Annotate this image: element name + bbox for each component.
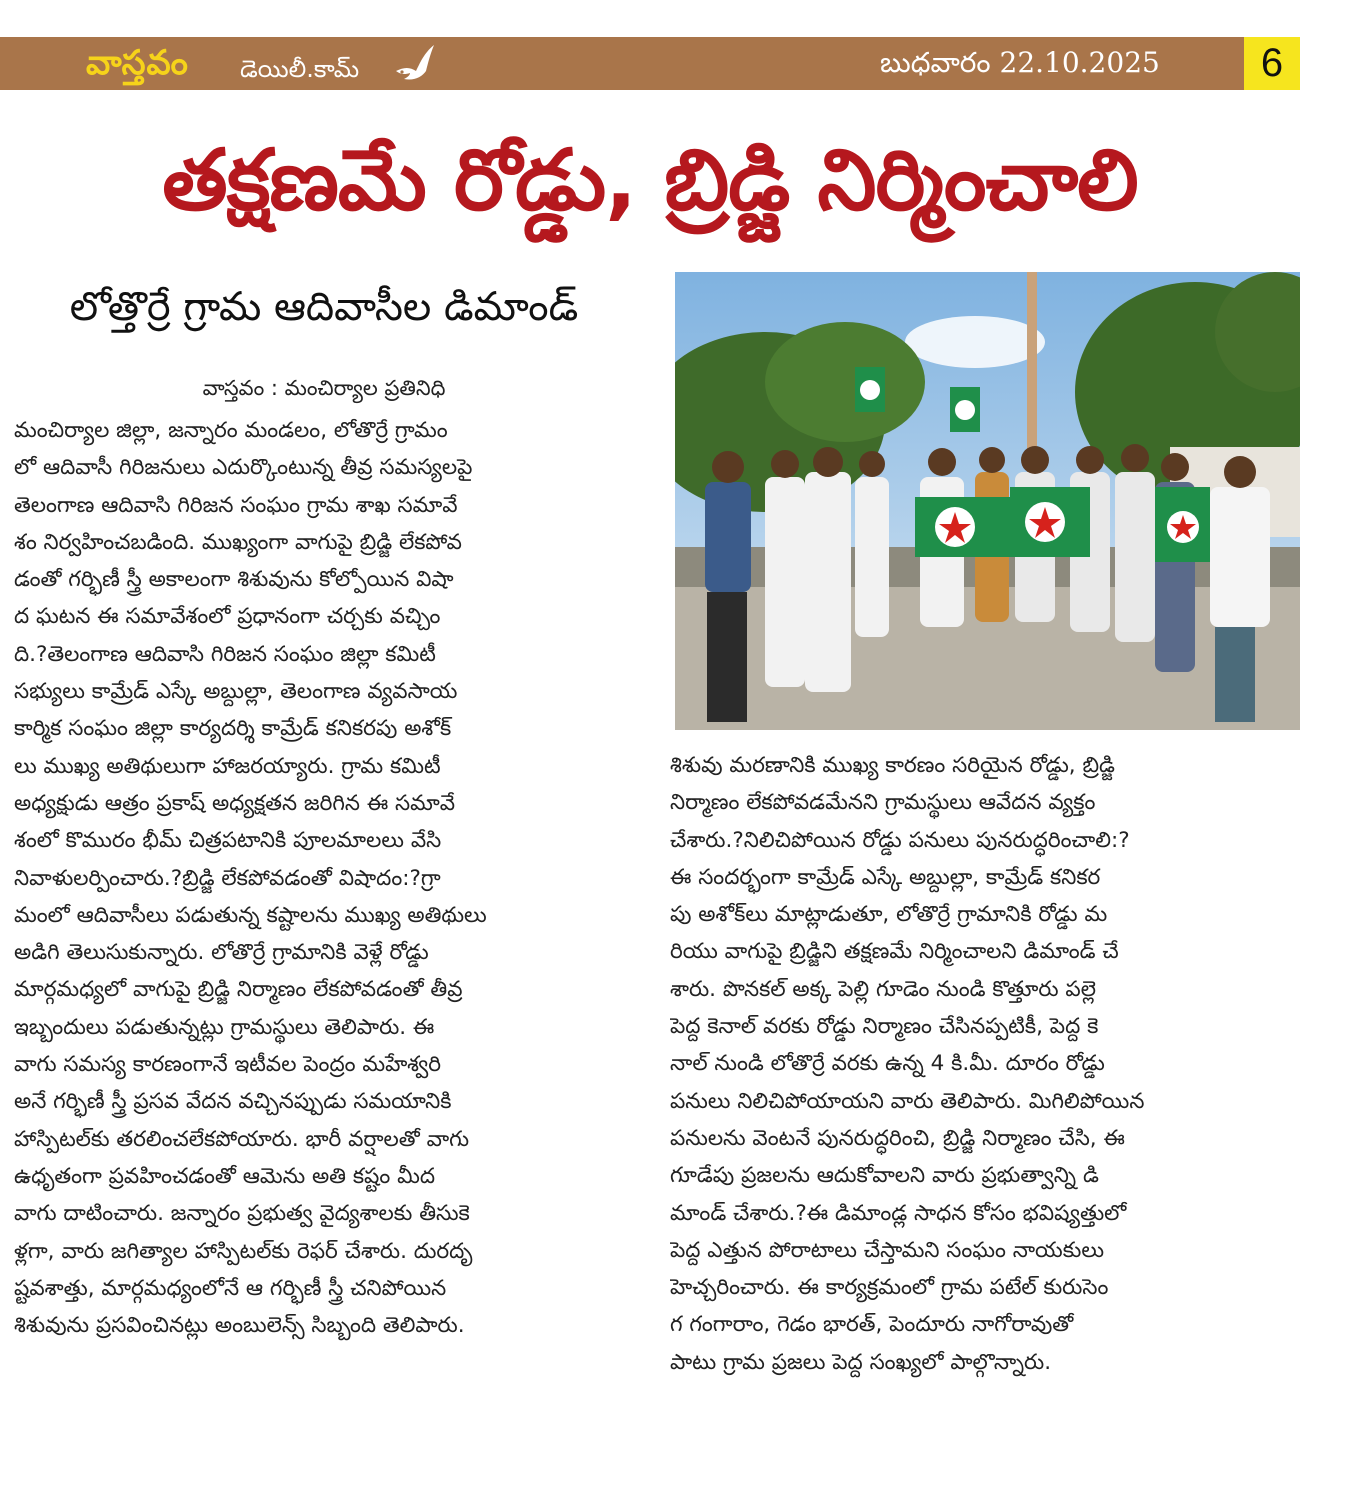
article-text-line: అధ్యక్షుడు ఆత్రం ప్రకాష్ అధ్యక్షతన జరిగిన ఈ సమావే — [14, 790, 456, 816]
article-text-line: ద ఘటన ఈ సమావేశంలో ప్రధానంగా చర్చకు వచ్చిం — [14, 604, 441, 630]
article-text-line: శంలో కొమురం భీమ్ చిత్రపటానికి పూలమాలలు వేసి — [14, 828, 442, 854]
article-text-line: శారు. పొనకల్ అక్క పెల్లి గూడెం నుండి కొత్తూరు పల్లె — [670, 976, 1096, 1002]
article-text-line: పెద్ద ఎత్తున పోరాటాలు చేస్తామని సంఘం నాయకులు — [670, 1237, 1105, 1263]
article-text-line: శం నిర్వహించబడింది. ముఖ్యంగా వాగుపై బ్రిడ్జి లేకపోవ — [14, 529, 462, 555]
article-text-line: కార్మిక సంఘం జిల్లా కార్యదర్శి కామ్రేడ్ కనికరపు అశోక్ — [14, 716, 452, 742]
article-text-line: పనులను వెంటనే పునరుద్ధరించి, బ్రిడ్జి నిర్మాణం చేసి, ఈ — [670, 1125, 1125, 1151]
article-text-line: నివాళులర్పించారు.?బ్రిడ్జి లేకపోవడంతో విషాదం:?గ్రా — [14, 865, 441, 891]
article-text-line: పు అశోక్‌లు మాట్లాడుతూ, లోతొర్రే గ్రామానికి రోడ్డు మ — [670, 902, 1108, 928]
article-text-line: అడిగి తెలుసుకున్నారు. లోతొర్రే గ్రామానికి వెళ్లే రోడ్డు — [14, 940, 429, 966]
newspaper-site: డెయిలీ.కామ్ — [240, 55, 360, 83]
article-text-line: అనే గర్భిణీ స్త్రీ ప్రసవ వేదన వచ్చినప్పుడు సమయానికి — [14, 1089, 452, 1115]
article-headline: తక్షణమే రోడ్డు, బ్రిడ్జి నిర్మించాలి — [162, 131, 1138, 229]
article-text-line: మంచిర్యాల జిల్లా, జన్నారం మండలం, లోతొర్రే గ్రామం — [14, 418, 448, 443]
issue-date: బుధవారం 22.10.2025 — [880, 46, 1160, 79]
article-right-column — [670, 747, 1290, 1381]
article-text-line: ది.?తెలంగాణ ఆదివాసి గిరిజన సంఘం జిల్లా కమిటీ — [14, 641, 436, 667]
article-text-line: నాల్ నుండి లోతొర్రే వరకు ఉన్న 4 కి.మీ. దూరం రోడ్డు — [670, 1051, 1105, 1077]
article-text-line: మార్గమధ్యలో వాగుపై బ్రిడ్జి నిర్మాణం లేకపోవడంతో తీవ్ర — [14, 977, 463, 1003]
article-text-line: హెచ్చరించారు. ఈ కార్యక్రమంలో గ్రామ పటేల్ కురుసెం — [670, 1275, 1109, 1301]
article-text-line: పనులు నిలిచిపోయాయని వారు తెలిపారు. మిగిలిపోయిన — [670, 1088, 1145, 1114]
article-text-line: ఇబ్బందులు పడుతున్నట్లు గ్రామస్థులు తెలిపారు. ఈ — [14, 1014, 435, 1040]
article-text-line: శిశువు మరణానికి ముఖ్య కారణం సరియైన రోడ్డు, బ్రిడ్జి — [670, 753, 1115, 778]
article-text-line: గ గంగారాం, గెడం భారత్, పెందూరు నాగోరావుతో — [670, 1312, 1074, 1338]
article-text-line: ష్టవశాత్తు, మార్గమధ్యంలోనే ఆ గర్భిణీ స్త్రీ చనిపోయిన — [14, 1275, 447, 1301]
masthead-bar — [0, 37, 1300, 90]
article-text-line: పెద్ద కెనాల్ వరకు రోడ్డు నిర్మాణం చేసినప్పటికీ, పెద్ద కె — [670, 1014, 1099, 1040]
article-text-line: గూడేపు ప్రజలను ఆదుకోవాలని వారు ప్రభుత్వాన్ని డి — [670, 1163, 1099, 1189]
article-text-line: లు ముఖ్య అతిథులుగా హాజరయ్యారు. గ్రామ కమిటీ — [14, 753, 441, 779]
article-text-line: ళ్లగా, వారు జగిత్యాల హాస్పిటల్‌కు రెఫర్ చేశారు. దురదృ — [14, 1238, 473, 1264]
article-text-line: రియు వాగుపై బ్రిడ్జిని తక్షణమే నిర్మించాలని డిమాండ్ చే — [670, 939, 1119, 965]
news-photo — [675, 272, 1300, 730]
article-text-line: ఉధృతంగా ప్రవహించడంతో ఆమెను అతి కష్టం మీద — [14, 1163, 436, 1189]
article-text-line: శిశువును ప్రసవించినట్లు అంబులెన్స్ సిబ్బంది తెలిపారు. — [14, 1313, 465, 1339]
page-number: 6 — [1244, 37, 1300, 90]
article-text-line: వాగు దాటించారు. జన్నారం ప్రభుత్వ వైద్యశాలకు తీసుకె — [14, 1201, 470, 1227]
article-text-line: సభ్యులు కామ్రేడ్ ఎస్కే అబ్దుల్లా, తెలంగాణ వ్యవసాయ — [14, 679, 458, 705]
article-byline: వాస్తవం : మంచిర్యాల ప్రతినిధి — [202, 376, 446, 400]
newspaper-brand: వాస్తవం — [86, 43, 189, 83]
article-text-line: హాస్పిటల్‌కు తరలించలేకపోయారు. భారీ వర్షాలతో వాగు — [14, 1126, 470, 1152]
group-photo-illustration — [675, 272, 1300, 730]
article-subheadline: లోత్తొర్రే గ్రామ ఆదివాసీల డిమాండ్ — [69, 284, 579, 330]
article-text-line: మాండ్ చేశారు.?ఈ డిమాండ్ల సాధన కోసం భవిష్యత్తులో — [670, 1200, 1127, 1226]
article-text-line: ఈ సందర్భంగా కామ్రేడ్ ఎస్కే అబ్దుల్లా, కామ్రేడ్ కనికర — [670, 864, 1101, 890]
article-text-line: తెలంగాణ ఆదివాసి గిరిజన సంఘం గ్రామ శాఖ సమావే — [14, 492, 458, 518]
article-text-line: లో ఆదివాసీ గిరిజనులు ఎదుర్కొంటున్న తీవ్ర సమస్యలపై — [14, 455, 473, 481]
article-text-line: మంలో ఆదివాసీలు పడుతున్న కష్టాలను ముఖ్య అతిథులు — [14, 902, 487, 928]
article-text-line: పాటు గ్రామ ప్రజలు పెద్ద సంఖ్యలో పాల్గొన్నారు. — [670, 1349, 1052, 1375]
bird-logo-icon — [392, 41, 438, 85]
article-text-line: నిర్మాణం లేకపోవడమేనని గ్రామస్థులు ఆవేదన వ్యక్తం — [670, 790, 1096, 816]
article-left-column — [14, 412, 642, 1344]
article-text-line: వాగు సమస్య కారణంగానే ఇటీవల పెంద్రం మహేశ్వరి — [14, 1052, 442, 1078]
article-text-line: చేశారు.?నిలిచిపోయిన రోడ్డు పనులు పునరుద్ధరించాలి:? — [670, 827, 1130, 853]
article-text-line: డంతో గర్భిణీ స్త్రీ అకాలంగా శిశువును కోల్పోయిన విషా — [14, 567, 454, 593]
